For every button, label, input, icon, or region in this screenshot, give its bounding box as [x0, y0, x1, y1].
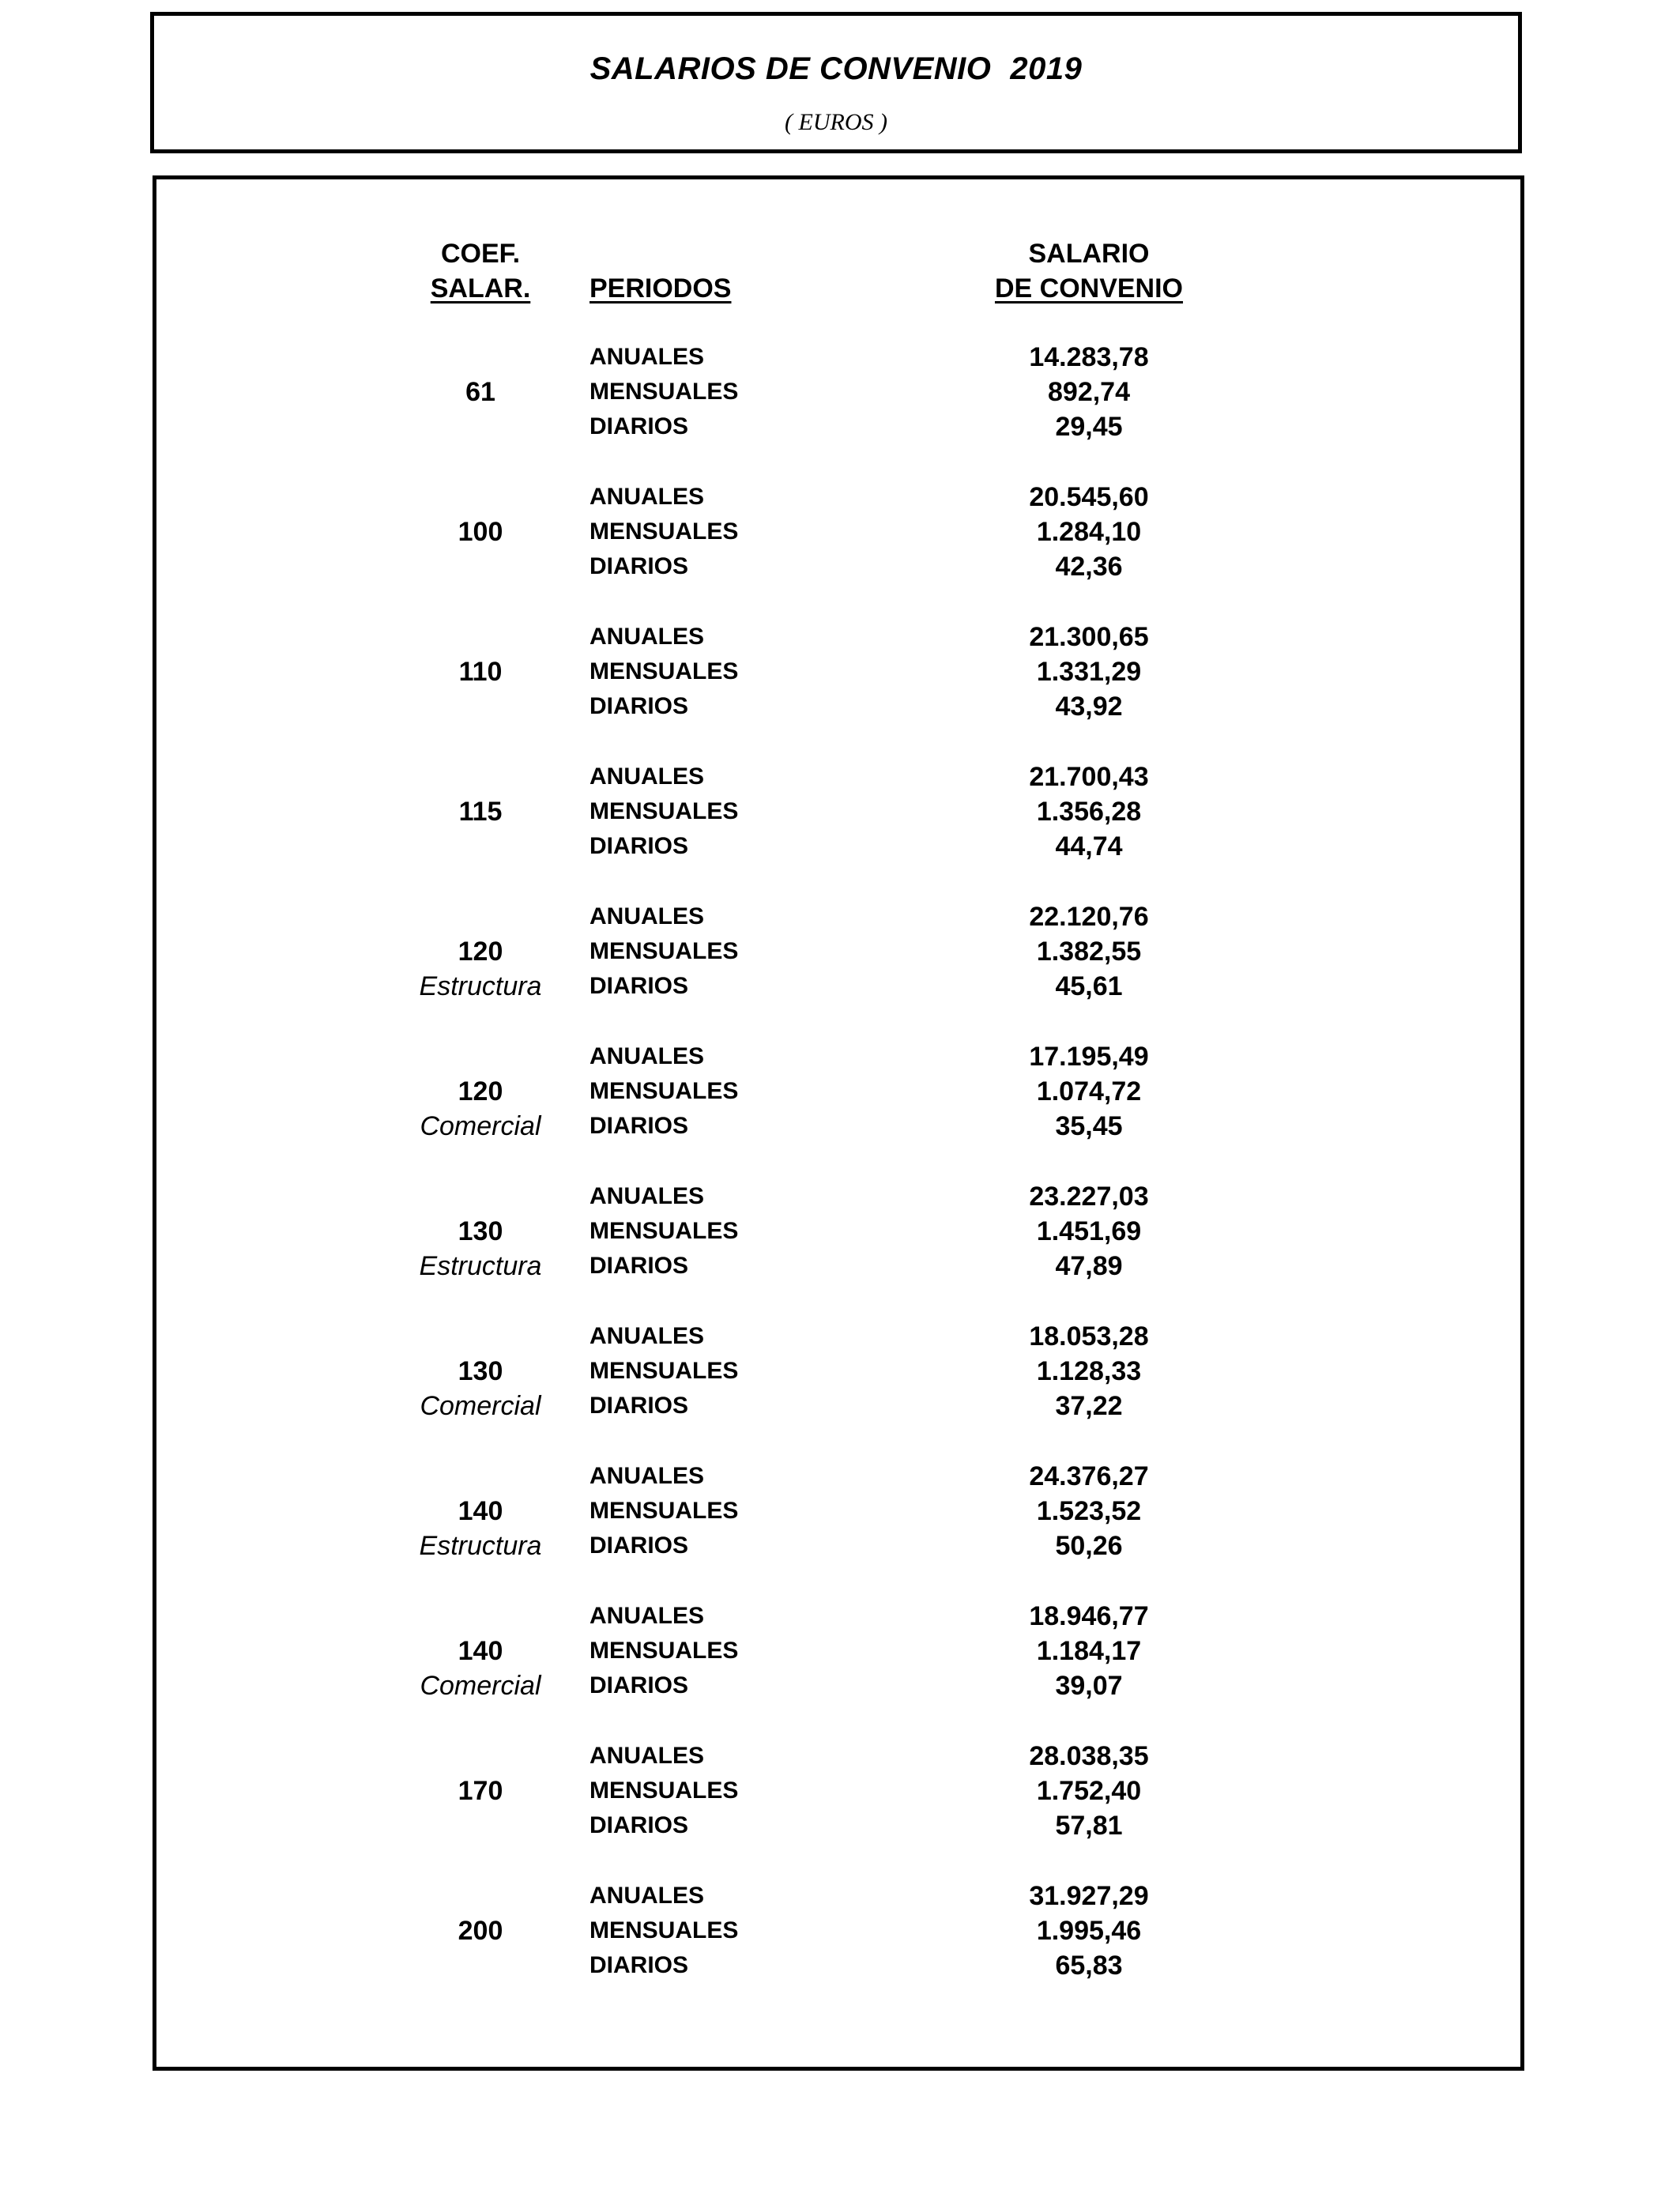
period-label: MENSUALES — [590, 1218, 739, 1244]
salary-group — [156, 340, 1520, 444]
period-label: MENSUALES — [590, 1917, 739, 1943]
salary-value: 22.120,76 — [1029, 902, 1149, 932]
period-label: DIARIOS — [590, 833, 689, 859]
period-label: ANUALES — [590, 1883, 705, 1909]
salary-group — [156, 480, 1520, 584]
salary-value: 28.038,35 — [1029, 1741, 1149, 1771]
salary-group — [156, 1039, 1520, 1144]
salary-value: 1.451,69 — [1036, 1216, 1142, 1246]
salary-value: 24.376,27 — [1029, 1461, 1149, 1491]
column-header-coef-line1: COEF. — [440, 239, 521, 269]
salary-value: 21.700,43 — [1029, 762, 1149, 792]
salary-value: 1.523,52 — [1036, 1496, 1142, 1526]
period-label: ANUALES — [590, 624, 705, 650]
salary-value: 42,36 — [1055, 552, 1123, 582]
coef-subtype: Estructura — [419, 1531, 542, 1561]
column-header-coef — [401, 236, 559, 306]
salary-value: 1.331,29 — [1036, 657, 1142, 687]
salary-group — [156, 1599, 1520, 1703]
currency-note: ( EUROS ) — [785, 109, 887, 135]
salary-value: 20.545,60 — [1029, 482, 1149, 512]
salary-value: 1.128,33 — [1036, 1356, 1142, 1386]
coef-value: 115 — [458, 797, 503, 827]
coef-value: 140 — [458, 1636, 503, 1666]
period-label: MENSUALES — [590, 1358, 739, 1384]
period-label: MENSUALES — [590, 658, 739, 684]
salary-value: 892,74 — [1048, 377, 1130, 407]
salary-value: 1.184,17 — [1036, 1636, 1142, 1666]
period-label: ANUALES — [590, 1323, 705, 1349]
salary-group — [156, 899, 1520, 1004]
salary-value: 1.995,46 — [1036, 1916, 1142, 1946]
salary-value: 35,45 — [1055, 1111, 1123, 1141]
salary-value: 31.927,29 — [1029, 1881, 1149, 1911]
column-header-salary-line2: DE CONVENIO — [994, 273, 1184, 303]
salary-value: 39,07 — [1055, 1671, 1123, 1701]
coef-value: 140 — [458, 1496, 503, 1526]
title-text: SALARIOS DE CONVENIO — [590, 51, 992, 86]
salary-group — [156, 760, 1520, 864]
period-label: ANUALES — [590, 1043, 705, 1069]
period-label: DIARIOS — [590, 1253, 689, 1279]
salary-value: 14.283,78 — [1029, 342, 1149, 372]
salary-value: 57,81 — [1055, 1811, 1123, 1841]
coef-subtype: Estructura — [419, 971, 542, 1001]
coef-value: 130 — [458, 1356, 503, 1386]
period-label: DIARIOS — [590, 973, 689, 999]
period-label: MENSUALES — [590, 1777, 739, 1804]
salary-value: 50,26 — [1055, 1531, 1123, 1561]
salary-value: 17.195,49 — [1029, 1042, 1149, 1072]
coef-subtype: Comercial — [420, 1671, 541, 1701]
period-label: ANUALES — [590, 1743, 705, 1769]
period-label: DIARIOS — [590, 1672, 689, 1698]
salary-group — [156, 1319, 1520, 1423]
salary-group — [156, 1179, 1520, 1284]
salary-value: 65,83 — [1055, 1951, 1123, 1981]
period-label: DIARIOS — [590, 413, 689, 439]
period-label: ANUALES — [590, 763, 705, 790]
salary-value: 1.356,28 — [1036, 797, 1142, 827]
period-label: MENSUALES — [590, 518, 739, 545]
salary-value: 47,89 — [1055, 1251, 1123, 1281]
period-label: DIARIOS — [590, 1812, 689, 1838]
coef-value: 61 — [465, 377, 495, 407]
period-label: ANUALES — [590, 903, 705, 929]
coef-subtype: Comercial — [420, 1111, 541, 1141]
salary-value: 1.284,10 — [1036, 517, 1142, 547]
coef-value: 130 — [458, 1216, 503, 1246]
period-label: MENSUALES — [590, 1078, 739, 1104]
salary-value: 1.382,55 — [1036, 937, 1142, 967]
coef-subtype: Comercial — [420, 1391, 541, 1421]
coef-value: 100 — [458, 517, 503, 547]
salary-value: 43,92 — [1055, 692, 1123, 722]
period-label: MENSUALES — [590, 938, 739, 964]
column-header-periods: PERIODOS — [590, 273, 732, 303]
salary-group — [156, 1459, 1520, 1563]
period-label: DIARIOS — [590, 1393, 689, 1419]
period-label: ANUALES — [590, 484, 705, 510]
period-label: ANUALES — [590, 344, 705, 370]
salary-group — [156, 1879, 1520, 1983]
period-label: DIARIOS — [590, 1113, 689, 1139]
column-header-coef-line2: SALAR. — [430, 273, 531, 303]
salary-value: 21.300,65 — [1029, 622, 1149, 652]
coef-subtype: Estructura — [419, 1251, 542, 1281]
salary-value: 44,74 — [1055, 831, 1123, 861]
salary-value: 29,45 — [1055, 412, 1123, 442]
salary-group — [156, 620, 1520, 724]
column-header-salary — [931, 236, 1247, 306]
column-header-salary-line1: SALARIO — [1028, 239, 1150, 269]
coef-value: 200 — [458, 1916, 503, 1946]
salary-value: 23.227,03 — [1029, 1182, 1149, 1212]
salary-value: 18.946,77 — [1029, 1601, 1149, 1631]
salary-value: 1.752,40 — [1036, 1776, 1142, 1806]
period-label: MENSUALES — [590, 379, 739, 405]
coef-value: 120 — [458, 1076, 503, 1106]
salary-value: 37,22 — [1055, 1391, 1123, 1421]
salary-value: 45,61 — [1055, 971, 1123, 1001]
period-label: ANUALES — [590, 1463, 705, 1489]
period-label: MENSUALES — [590, 1498, 739, 1524]
page-title — [154, 51, 1518, 87]
period-label: ANUALES — [590, 1603, 705, 1629]
coef-value: 110 — [458, 657, 503, 687]
title-year: 2019 — [1010, 51, 1083, 86]
period-label: MENSUALES — [590, 1638, 739, 1664]
period-label: ANUALES — [590, 1183, 705, 1209]
period-label: DIARIOS — [590, 1952, 689, 1978]
period-label: DIARIOS — [590, 553, 689, 579]
period-label: DIARIOS — [590, 693, 689, 719]
period-label: DIARIOS — [590, 1532, 689, 1559]
salary-group — [156, 1739, 1520, 1843]
salary-value: 18.053,28 — [1029, 1321, 1149, 1351]
salary-table — [153, 175, 1524, 2071]
title-box — [150, 12, 1522, 153]
coef-value: 120 — [458, 937, 503, 967]
coef-value: 170 — [458, 1776, 503, 1806]
period-label: MENSUALES — [590, 798, 739, 824]
salary-value: 1.074,72 — [1036, 1076, 1142, 1106]
